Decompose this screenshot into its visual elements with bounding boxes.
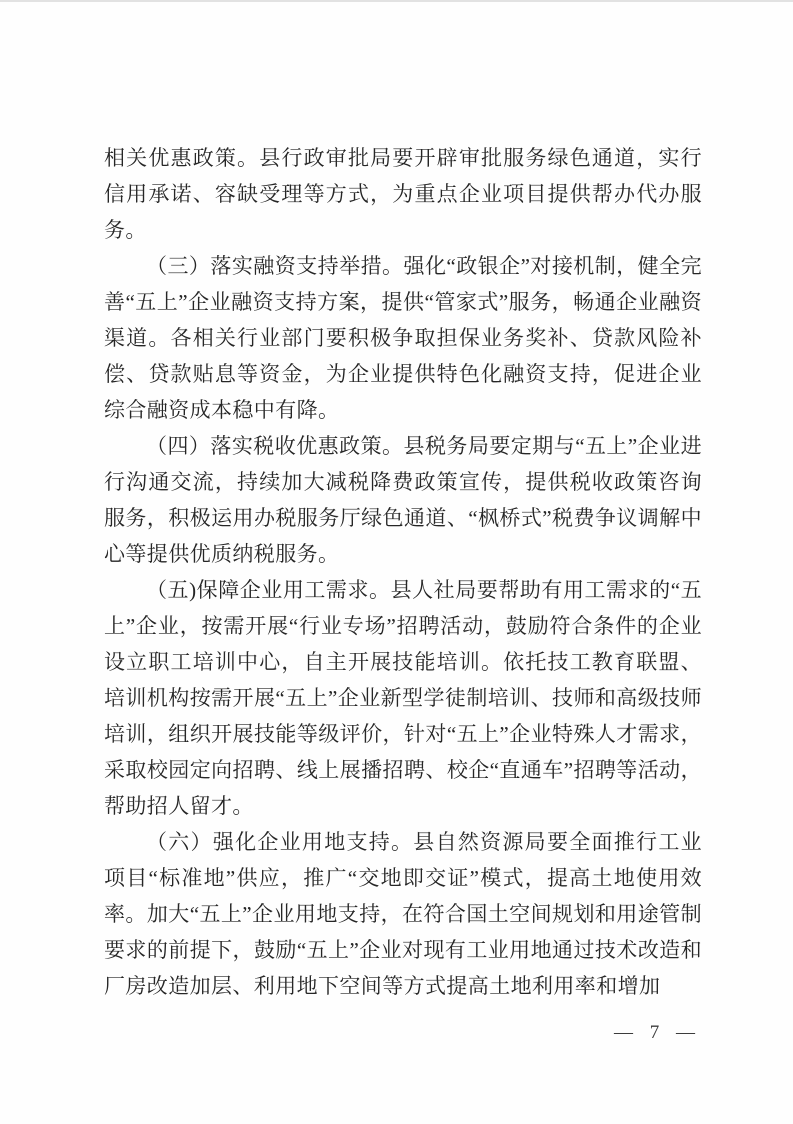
paragraph-item-3-financing-support: （三）落实融资支持举措。强化“政银企”对接机制，健全完善“五上”企业融资支持方案，提供“管家式”服务，畅通企业融资渠道。各相关行业部门要积极争取担保业务奖补、贷款风险补偿、贷款贴息等资金，为企业提供特色化融资支持，促进企业综合融资成本稳中有降。 (104, 254, 702, 422)
paragraph-item-6-land-support: （六）强化企业用地支持。县自然资源局要全面推行工业项目“标准地”供应，推广“交地即交证”模式，提高土地使用效率。加大“五上”企业用地支持，在符合国土空间规划和用途管制要求的前提下，鼓励“五上”企业对现有工业用地通过技术改造和厂房改造加层、利用地下空间等方式提高土地利用率和增加 (104, 830, 702, 998)
page-number: — 7 — (614, 1022, 701, 1043)
document-body (104, 140, 702, 1004)
paragraph-item-4-tax-policy: （四）落实税收优惠政策。县税务局要定期与“五上”企业进行沟通交流，持续加大减税降费政策宣传，提供税收政策咨询服务，积极运用办税服务厅绿色通道、“枫桥式”税费争议调解中心等提供优质纳税服务。 (104, 434, 702, 566)
paragraph-continuation: 相关优惠政策。县行政审批局要开辟审批服务绿色通道，实行信用承诺、容缺受理等方式，为重点企业项目提供帮办代办服务。 (104, 146, 702, 242)
paragraph-item-5-employment-support: （五)保障企业用工需求。县人社局要帮助有用工需求的“五上”企业，按需开展“行业专场”招聘活动，鼓励符合条件的企业设立职工培训中心，自主开展技能培训。依托技工教育联盟、培训机构按需开展“五上”企业新型学徒制培训、技师和高级技师培训，组织开展技能等级评价，针对“五上”企业特殊人才需求，采取校园定向招聘、线上展播招聘、校企“直通车”招聘等活动，帮助招人留才。 (104, 578, 702, 818)
page-footer (614, 1022, 701, 1044)
